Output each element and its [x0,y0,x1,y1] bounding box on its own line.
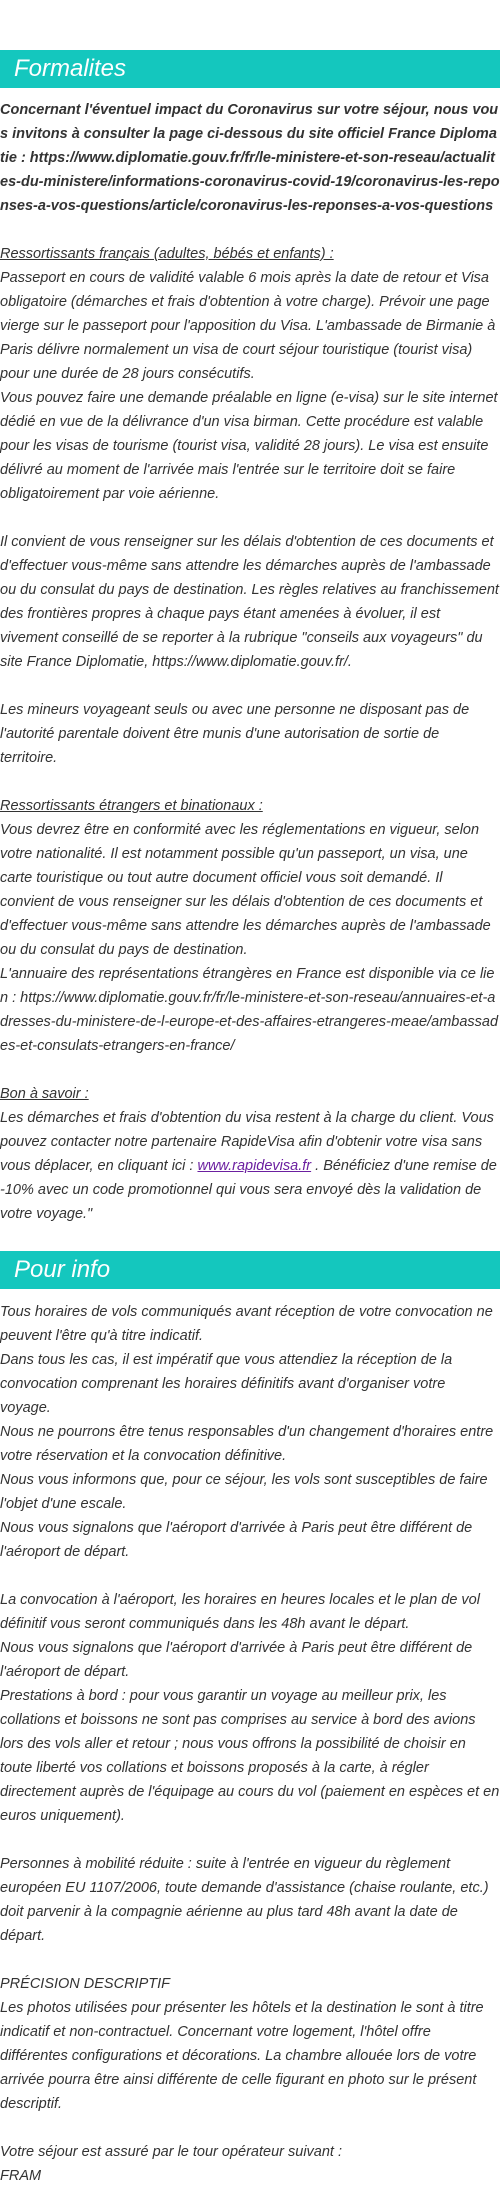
formalites-content [0,98,500,1226]
good-to-know-text-start: Les démarches et frais d'obtention du visa restent à la charge du client. Vous pouvez contacter notre partenaire RapideVisa afin d'obtenir votre visa sans vous déplacer, en cliquant ici : [0,1110,494,1174]
good-to-know-paragraph [0,1106,500,1226]
info-line-1: Tous horaires de vols communiqués avant réception de votre convocation ne peuvent l'être qu'à titre indicatif. [0,1304,493,1344]
reduced-mobility-paragraph: Personnes à mobilité réduite : suite à l'entrée en vigueur du règlement européen EU 1107/2006, toute demande d'assistance (chaise roulante, etc.) doit parvenir à la compagnie aérienne au plus tard 48h avant la date de départ. [0,1856,489,1944]
onboard-services-paragraph: Prestations à bord : pour vous garantir un voyage au meilleur prix, les collations et boissons ne sont pas comprises au service à bord des avions lors des vols aller et retour ; nous vous offrons la possibilité de choisir en toute liberté vos collations et boissons proposés à la carte, à régler directement auprès de l'équipage au cours du vol (paiement en espèces et en euros uniquement). [0,1688,500,1824]
info-line-3: Nous ne pourrons être tenus responsables d'un changement d'horaires entre votre réservation et la convocation définitive. [0,1424,494,1464]
french-nationals-paragraph-2: Vous pouvez faire une demande préalable en ligne (e-visa) sur le site internet dédié en vue de la délivrance d'un visa birman. Cette procédure est valable pour les visas de tourisme (tourist visa, validité 28 jours). Le visa est ensuite délivré au moment de l'arrivée mais l'entrée sur le territoire doit se faire obligatoirement par voie aérienne. [0,390,498,502]
airport-notice: Nous vous signalons que l'aéroport d'arrivée à Paris peut être différent de l'aéroport de départ. [0,1640,473,1680]
french-nationals-paragraph-3: Il convient de vous renseigner sur les délais d'obtention de ces documents et d'effectuer vous-même sans attendre les démarches auprès de l'ambassade ou du consulat du pays de destination. Les règles relatives au franchissement des frontières propres à chaque pays étant amenées à évoluer, il est vivement conseillé de se reporter à la rubrique "conseils aux voyageurs" du site France Diplomatie, https://www.diplomatie.gouv.fr/. [0,534,499,670]
info-line-5: Nous vous signalons que l'aéroport d'arrivée à Paris peut être différent de l'aéroport de départ. [0,1520,473,1560]
minors-paragraph: Les mineurs voyageant seuls ou avec une personne ne disposant pas de l'autorité parentale doivent être munis d'une autorisation de sortie de territoire. [0,702,470,766]
foreign-nationals-paragraph-1: Vous devrez être en conformité avec les réglementations en vigueur, selon votre nationalité. Il est notamment possible qu'un passeport, un visa, une carte touristique ou tout autre document officiel vous soit demandé. Il convient de vous renseigner sur les délais d'obtention de ces documents et d'effectuer vous-même sans attendre les démarches auprès de l'ambassade ou du consulat du pays de destination. [0,822,491,958]
convocation-paragraph: La convocation à l'aéroport, les horaires en heures locales et le plan de vol définitif vous seront communiqués dans les 48h avant le départ. [0,1592,480,1632]
french-nationals-paragraph-1: Passeport en cours de validité valable 6 mois après la date de retour et Visa obligatoire (démarches et frais d'obtention à votre charge). Prévoir une page vierge sur le passeport pour l'apposition du Visa. L'ambassade de Birmanie à Paris délivre normalement un visa de court séjour touristique (tourist visa) pour une durée de 28 jours consécutifs. [0,270,496,382]
tour-operator-label: Votre séjour est assuré par le tour opérateur suivant : [0,2144,343,2160]
good-to-know-heading: Bon à savoir : [0,1086,89,1102]
coronavirus-notice: Concernant l'éventuel impact du Coronavirus sur votre séjour, nous vous invitons à consulter la page ci-dessous du site officiel France Diplomatie : https://www.diplomatie.gouv.fr/fr/le-ministere-et-son-reseau/actualites-du-ministere/informations-coronavirus-covid-19/coronavirus-les-reponses-a-vos-questions/article/coronavirus-les-reponses-a-vos-questions [0,102,500,214]
formalites-title: Formalites [0,50,500,88]
foreign-nationals-paragraph-2: L'annuaire des représentations étrangères en France est disponible via ce lien : https://www.diplomatie.gouv.fr/fr/le-ministere-et-son-reseau/annuaires-et-adresses-du-ministere-de-l-europe-et-des-affaires-etrangeres-meae/ambassades-et-consulats-etrangers-en-france/ [0,966,499,1054]
foreign-nationals-heading: Ressortissants étrangers et binationaux : [0,798,263,814]
tour-operator-name: FRAM [0,2168,42,2184]
french-nationals-heading: Ressortissants français (adultes, bébés et enfants) : [0,246,334,262]
good-to-know-text-end: . Bénéficiez d'une remise de -10% avec un code promotionnel qui vous sera envoyé dès la validation de votre voyage." [0,1158,497,1222]
info-line-2: Dans tous les cas, il est impératif que vous attendiez la réception de la convocation comprenant les horaires définitifs avant d'organiser votre voyage. [0,1352,453,1416]
info-line-4: Nous vous informons que, pour ce séjour, les vols sont susceptibles de faire l'objet d'une escale. [0,1472,488,1512]
pour-info-title: Pour info [0,1251,500,1289]
precision-heading: PRÉCISION DESCRIPTIF [0,1976,170,1992]
rapidevisa-link[interactable]: www.rapidevisa.fr [197,1158,312,1174]
pour-info-content [0,1300,500,2188]
precision-paragraph: Les photos utilisées pour présenter les hôtels et la destination le sont à titre indicatif et non-contractuel. Concernant votre logement, l'hôtel offre différentes configurations et décorations. La chambre allouée lors de votre arrivée pourra être ainsi différente de celle figurant en photo sur le présent descriptif. [0,2000,484,2112]
